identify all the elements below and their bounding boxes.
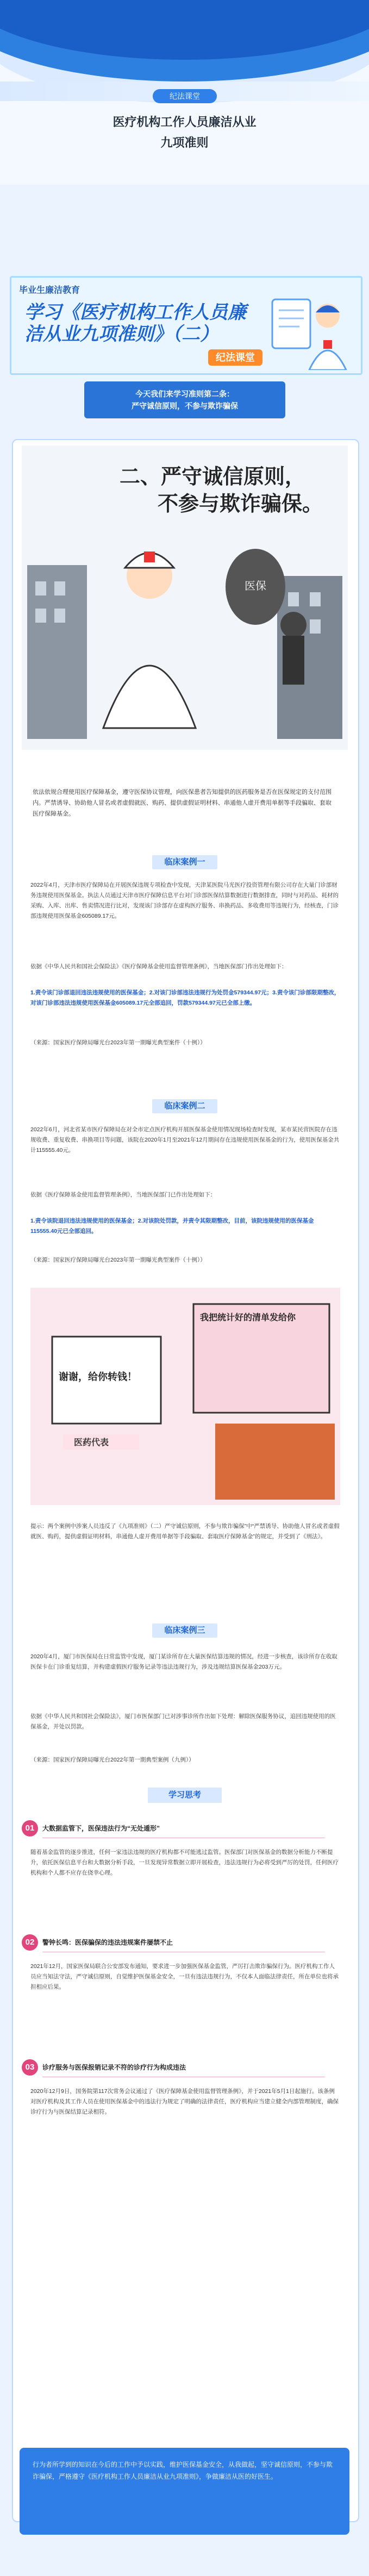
banner-title: 学习《医疗机构工作人员廉洁从业九项准则》（二） xyxy=(24,302,246,344)
reflection-number-1: 01 xyxy=(22,1820,38,1837)
reflection-title-2: 警钟长鸣：医保骗保的违法违规案件屡禁不止 xyxy=(42,1939,173,1946)
case2-tag: 临床案例二 xyxy=(152,1099,217,1113)
reflection-text-2: 2021年12月，国家医保局联合公安部发布通知，要求进一步加强医保基金监管，严厉打击欺诈骗保行为。医疗机构工作人员应当知法守法，严守诚信原则，自觉维护医保基金安全，一旦有违法违规行为，不仅本人面临法律责任，所在单位也将承担相应后果。 xyxy=(30,1963,339,1990)
illustration-heading-line1: 二、严守诚信原则， xyxy=(120,466,306,488)
case2-source: （来源：国家医疗保障局曝光台2023年第一期曝光典型案件（十例）） xyxy=(30,1257,206,1263)
banner-badge: 纪法课堂 xyxy=(208,349,262,366)
banner xyxy=(10,276,362,375)
reflection-number-3: 03 xyxy=(22,2059,38,2076)
page-title-line1: 医疗机构工作人员廉洁从业 xyxy=(112,115,257,129)
reflection-tag: 学习思考 xyxy=(148,1788,222,1803)
page-title-line2: 九项准则 xyxy=(160,136,209,149)
page-footer xyxy=(0,2543,369,2576)
article-illustration xyxy=(22,446,348,750)
case3-tag: 临床案例三 xyxy=(152,1624,217,1638)
doctor-illustration-icon xyxy=(267,289,354,370)
scene-illustration xyxy=(30,1288,340,1505)
subhead-line2: 严守诚信原则，不参与欺诈骗保 xyxy=(132,402,238,410)
case3-source: （来源：国家医疗保障局曝光台2022年第一期典型案例（九例）） xyxy=(30,1757,195,1763)
reflection-title-1: 大数据监管下，医保违法行为“无处遁形” xyxy=(42,1825,160,1832)
reflection-number-2: 02 xyxy=(22,1934,38,1951)
closing-text: 行为者所学到的知识在今后的工作中予以实践，维护医保基金安全，从我做起，坚守诚信原则，不参与欺诈骗保，严格遵守《医疗机构工作人员廉洁从业九项准则》，争做廉洁从医的好医生。 xyxy=(33,2461,333,2480)
subhead-line1: 今天我们来学习准则第二条： xyxy=(135,390,234,398)
doctor-tag-text: 医药代表 xyxy=(74,1438,109,1447)
closing-box xyxy=(20,2448,349,2535)
case1-source: （来源：国家医疗保障局曝光台2023年第一期曝光典型案件（十例）） xyxy=(30,1039,206,1046)
reflection-text-1: 随着基金监管的逐步推进，任何一家违法违规的医疗机构都不可能逃过监管。医保部门对医保基金的数据分析能力不断提升，依托医保信息平台和大数据分析手段，一旦发现异常数据立即开展检查，违法违规行为必将受到严厉的处罚，任何医疗机构和个人都不应存在侥幸心理。 xyxy=(30,1849,339,1876)
case1-paragraph1: 2022年4月，天津市医疗保障局在开展医保违规专项检查中发现，天津某医院马光医疗投资管理有限公司存在大量门诊部财务违规使用医保基金。执法人员通过天津市医疗保障信息平台对门诊部医保结算数据进行数据排查，同时与对药品、耗材的采购、入库、出库、售卖情况进行比对，发现该门诊部存在虚构医疗服务、串换药品、多收费用等违规行为，经核查，门诊部违规使用医保基金605089.17元。 xyxy=(30,882,339,919)
reflection-text-3: 2020年12月9日，国务院第117次常务会议通过了《医疗保障基金使用监督管理条例》，并于2021年5月1日起施行。该条例对医疗机构及其工作人员在使用医保基金中的违法行为规定了明确的法律责任，医疗机构应当建立健全内部管理制度，确保诊疗行为与医保结算记录相符。 xyxy=(30,2088,339,2115)
case3-paragraph1: 2020年4月，厦门市医保局在日常监管中发现，厦门某诊所存在大量医保结算违规的情况，经进一步核查，该诊所存在收取医保卡在门诊重复结算，并构建虚假医疗服务记录等违法违规行为，涉及违规结算医保基金203万元。 xyxy=(30,1653,337,1670)
money-bag-label: 医保 xyxy=(245,580,266,592)
category-pill: 纪法课堂 xyxy=(153,89,217,103)
case2-paragraph1: 2022年6月，河北省某市医疗保障局在对全市定点医疗机构开展医保基金使用情况现场检查时发现，某市某民营医院存在违规收费、重复收费、串换项目等问题，该院在2020年1月至2021年12月期间存在违规使用医保基金的行为，使用医保基金共计115555.40元。 xyxy=(30,1126,340,1154)
illustration-heading-line2: 不参与欺诈骗保。 xyxy=(158,493,323,516)
subhead-box xyxy=(84,381,285,418)
case2-paragraph3: 1.责令该院退回违法违规使用的医保基金；2.对该院处罚款，并责令其限期整改，目前，该院违规使用的医保基金115555.40元已全部追回。 xyxy=(30,1218,314,1234)
case2-paragraph2: 依据《医疗保障基金使用监督管理条例》，当地医保部门已作出处理如下： xyxy=(30,1192,216,1198)
case1-paragraph2: 依据《中华人民共和国社会保险法》《医疗保障基金使用监督管理条例》，当地医保部门作出处理如下： xyxy=(30,963,287,970)
case2-note: 提示：两个案例中涉案人员违反了《九项准则》（二）严守诚信原则，不参与欺诈骗保”中“严禁诱导、协助他人冒名或者虚假就医、购药，提供虚假证明材料，串通他人虚开费用单据等手段骗取、套取医疗保障基金”的规定，并受到了《刑法》。 xyxy=(30,1523,340,1540)
case3-paragraph2: 依据《中华人民共和国社会保险法》，厦门市医保部门已对涉事诊所作出如下处理：解除医保服务协议，追回违规使用的医保基金，并处以罚款。 xyxy=(30,1713,336,1730)
case1-tag: 临床案例一 xyxy=(152,855,217,869)
speech-wave-text: 谢谢，给你转钱！ xyxy=(59,1371,137,1382)
case1-paragraph3: 1.责令该门诊部退回违法违规使用的医保基金；2.对该门诊部违法违规行为处罚金579344.97元；3.责令该门诊部限期整改，对该门诊部违法违规使用医保基金605089.17元全部追回，罚款579344.97元已全部上缴。 xyxy=(30,989,340,1006)
banner-tag: 毕业生廉洁教育 xyxy=(19,286,80,295)
intro-text: 依法依规合理使用医疗保障基金，遵守医保协议管理，向医保患者告知提供的医药服务是否在医保规定的支付范围内。严禁诱导、协助他人冒名或者虚假就医、购药、提供虚假证明材料、串通他人虚开费用单据等手段骗取、套取医疗保障基金。 xyxy=(33,789,332,817)
reflection-title-3: 诊疗服务与医保报销记录不符的诊疗行为构成违法 xyxy=(42,2064,186,2071)
speech-bubble-text: 我把统计好的清单发给你 xyxy=(200,1313,296,1323)
